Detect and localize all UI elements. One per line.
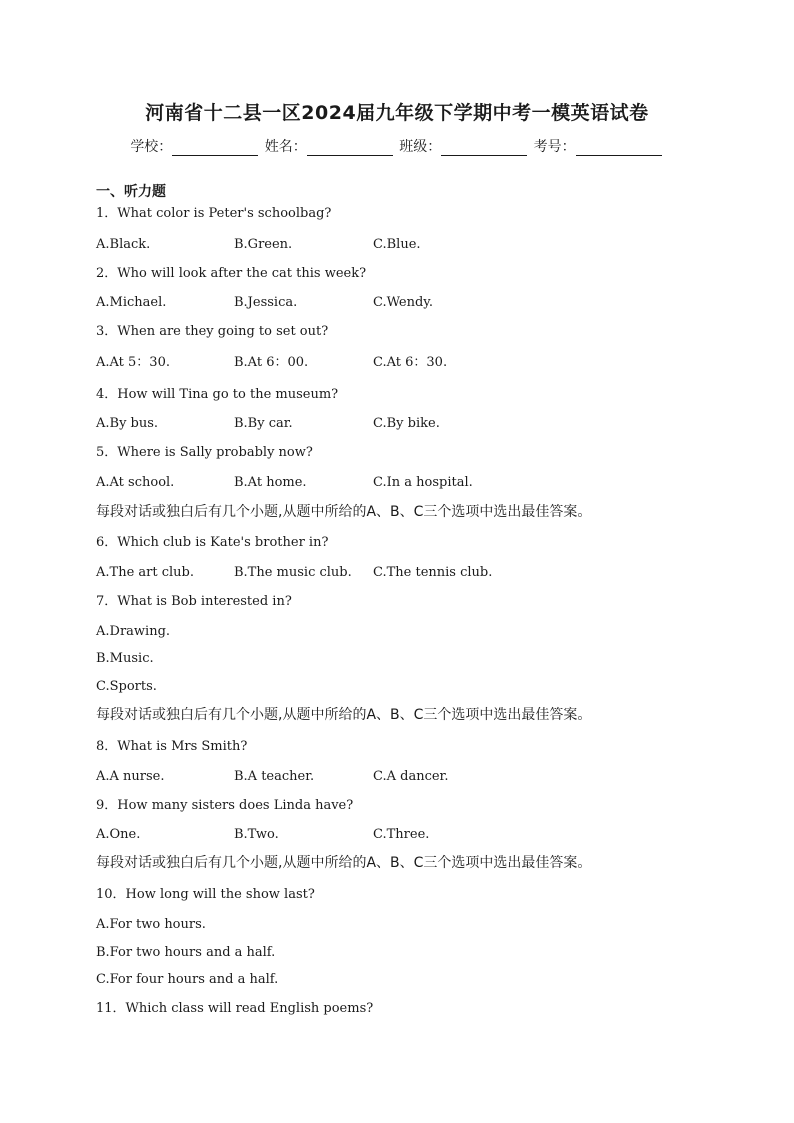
question-6: 6．Which club is Kate's brother in? [96, 535, 329, 550]
q7-option-b: B.Music. [96, 651, 154, 666]
q6-option-a: A.The art club. [96, 565, 194, 580]
exam-number-blank [576, 141, 662, 156]
q8-option-b: B.A teacher. [234, 769, 315, 784]
q3-option-a: A.At 5：30. [96, 355, 170, 370]
q10-option-a: A.For two hours. [96, 917, 206, 932]
instruction-2: 每段对话或独白后有几个小题,从题中所给的A、B、C三个选项中选出最佳答案。 [96, 707, 592, 723]
question-10: 10．How long will the show last? [96, 887, 315, 902]
class-label: 班级： [399, 139, 442, 155]
instruction-3: 每段对话或独白后有几个小题,从题中所给的A、B、C三个选项中选出最佳答案。 [96, 855, 592, 871]
school-blank [172, 141, 258, 156]
q6-option-b: B.The music club. [234, 565, 352, 580]
question-9: 9．How many sisters does Linda have? [96, 798, 354, 813]
q8-option-a: A.A nurse. [96, 769, 165, 784]
section-heading-listening: 一、听力题 [96, 184, 166, 200]
q8-option-c: C.A dancer. [373, 769, 449, 784]
q9-option-a: A.One. [96, 827, 141, 842]
question-11: 11．Which class will read English poems? [96, 1001, 374, 1016]
q1-option-a: A.Black. [96, 237, 151, 252]
question-2: 2．Who will look after the cat this week? [96, 266, 367, 281]
q6-option-c: C.The tennis club. [373, 565, 493, 580]
exam-number-label: 考号： [533, 139, 576, 155]
q3-option-b: B.At 6：00. [234, 355, 309, 370]
question-8: 8．What is Mrs Smith? [96, 739, 248, 754]
question-3: 3．When are they going to set out? [96, 324, 329, 339]
name-label: 姓名： [264, 139, 307, 155]
question-5: 5．Where is Sally probably now? [96, 445, 313, 460]
instruction-1: 每段对话或独白后有几个小题,从题中所给的A、B、C三个选项中选出最佳答案。 [96, 504, 592, 520]
q4-option-c: C.By bike. [373, 416, 440, 431]
q1-option-c: C.Blue. [373, 237, 421, 252]
class-blank [441, 141, 527, 156]
q10-option-b: B.For two hours and a half. [96, 945, 276, 960]
exam-title: 河南省十二县一区2024届九年级下学期中考一模英语试卷 [145, 102, 649, 124]
q5-option-a: A.At school. [96, 475, 175, 490]
q10-option-c: C.For four hours and a half. [96, 972, 279, 987]
q4-option-b: B.By car. [234, 416, 293, 431]
q3-option-c: C.At 6：30. [373, 355, 448, 370]
q2-option-b: B.Jessica. [234, 295, 298, 310]
q9-option-c: C.Three. [373, 827, 430, 842]
question-7: 7．What is Bob interested in? [96, 594, 292, 609]
q4-option-a: A.By bus. [96, 416, 159, 431]
q5-option-c: C.In a hospital. [373, 475, 473, 490]
q2-option-a: A.Michael. [96, 295, 167, 310]
q7-option-a: A.Drawing. [96, 624, 171, 639]
name-blank [307, 141, 393, 156]
question-4: 4．How will Tina go to the museum? [96, 387, 339, 402]
school-label: 学校： [130, 139, 173, 155]
q5-option-b: B.At home. [234, 475, 307, 490]
q2-option-c: C.Wendy. [373, 295, 434, 310]
student-info-line [0, 136, 794, 156]
q9-option-b: B.Two. [234, 827, 279, 842]
question-1: 1．What color is Peter's schoolbag? [96, 206, 332, 221]
q7-option-c: C.Sports. [96, 679, 157, 694]
q1-option-b: B.Green. [234, 237, 293, 252]
